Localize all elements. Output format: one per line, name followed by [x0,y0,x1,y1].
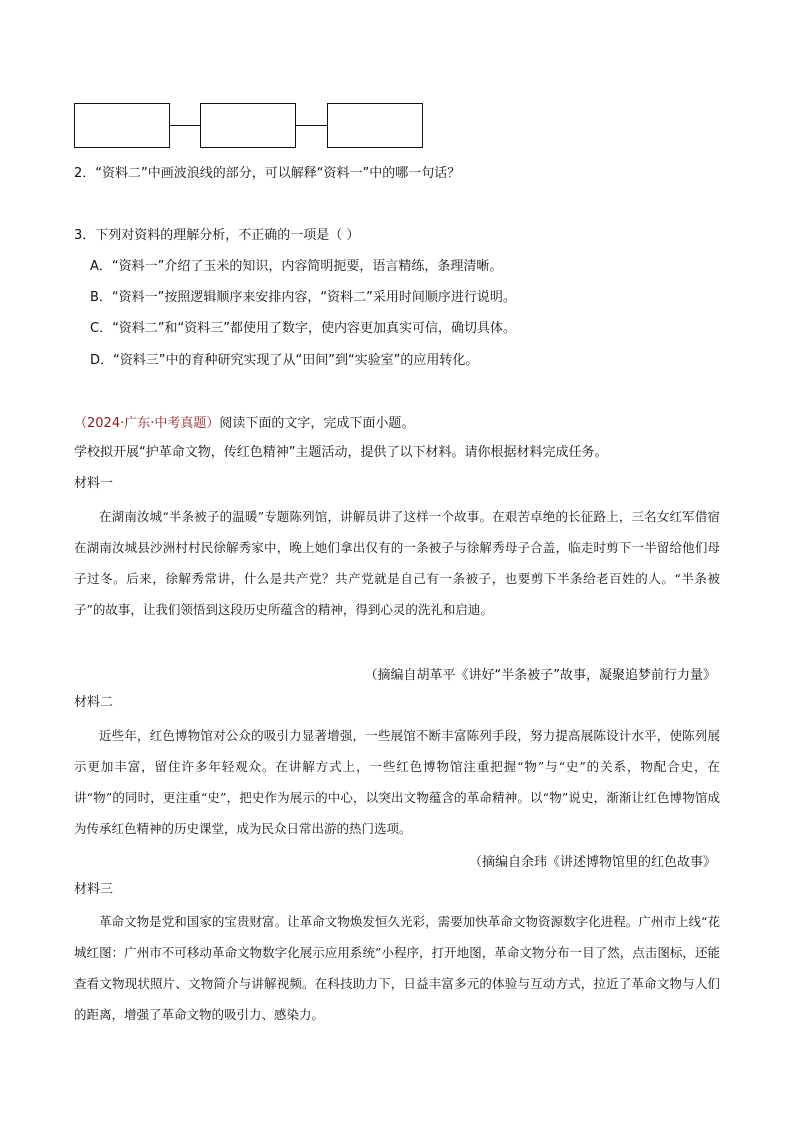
source-tag: （2024·广东·中考真题） [74,416,220,431]
question-3-stem: 3．下列对资料的理解分析，不正确的一项是（ ） [74,228,360,243]
intro-text: 学校拟开展“护革命文物，传红色精神”主题活动，提供了以下材料。请你根据材料完成任务。 [74,445,608,460]
material-3-text: 革命文物是党和国家的宝贵财富。让革命文物焕发恒久光彩，需要加快革命文物资源数字化进程。广州市上线“花城红图：广州市不可移动革命文物数字化展示应用系统”小程序，打开地图，革命文物分布一目了然，点击图标，还能查看文物现状照片、文物简介与讲解视频。在科技助力下，日益丰富多元的体验与互动方式，拉近了革命文物与人们的距离，增强了革命文物的吸引力、感染力。 [74,914,720,1022]
option-c: C．“资料二”和“资料三”都使用了数字，使内容更加真实可信，确切具体。 [90,321,517,336]
option-d: D．“资料三”中的育种研究实现了从“田间”到“实验室”的应用转化。 [90,353,479,368]
answer-box-3[interactable] [327,103,423,148]
instruction: 阅读下面的文字，完成下面小题。 [219,416,415,431]
connector-line [296,125,327,126]
material-2-citation: （摘编自余玮《讲述博物馆里的红色故事》 [468,855,716,870]
option-b: B．“资料一”按照逻辑顺序来安排内容，“资料二”采用时间顺序进行说明。 [90,290,516,305]
option-a: A．“资料一”介绍了玉米的知识，内容简明扼要，语言精练，条理清晰。 [90,259,503,274]
answer-box-2[interactable] [200,103,296,148]
material-1-label: 材料一 [74,476,114,491]
flow-diagram [74,103,424,148]
connector-line [169,125,200,126]
material-3-label: 材料三 [74,882,114,897]
material-2-text: 近些年，红色博物馆对公众的吸引力显著增强，一些展馆不断丰富陈列手段，努力提高展陈设计水平，使陈列展示更加丰富，留住许多年轻观众。在讲解方式上，一些红色博物馆注重把握“物”与“史”的关系，物配合史，在讲“物”的同时，更注重“史”，把史作为展示的中心，以突出文物蕴含的革命精神。以“物”说史，渐渐让红色博物馆成为传承红色精神的历史课堂，成为民众日常出游的热门选项。 [74,728,720,836]
material-1-citation: （摘编自胡革平《讲好“半条被子”故事，凝聚追梦前行力量》 [364,668,716,683]
answer-box-1[interactable] [74,103,170,148]
material-1-text: 在湖南汝城“半条被子的温暖”专题陈列馆，讲解员讲了这样一个故事。在艰苦卓绝的长征路上，三名女红军借宿在湖南汝城县沙洲村村民徐解秀家中，晚上她们拿出仅有的一条被子与徐解秀母子合盖，临走时剪下一半留给他们母子过冬。后来，徐解秀常讲，什么是共产党？共产党就是自己有一条被子，也要剪下半条给老百姓的人。“半条被子”的故事，让我们领悟到这段历史所蕴含的精神，得到心灵的洗礼和启迪。 [74,509,720,617]
material-2-label: 材料二 [74,695,114,710]
section-header [74,415,414,433]
question-2: 2．“资料二”中画波浪线的部分，可以解释“资料一”中的哪一句话？ [74,166,461,181]
